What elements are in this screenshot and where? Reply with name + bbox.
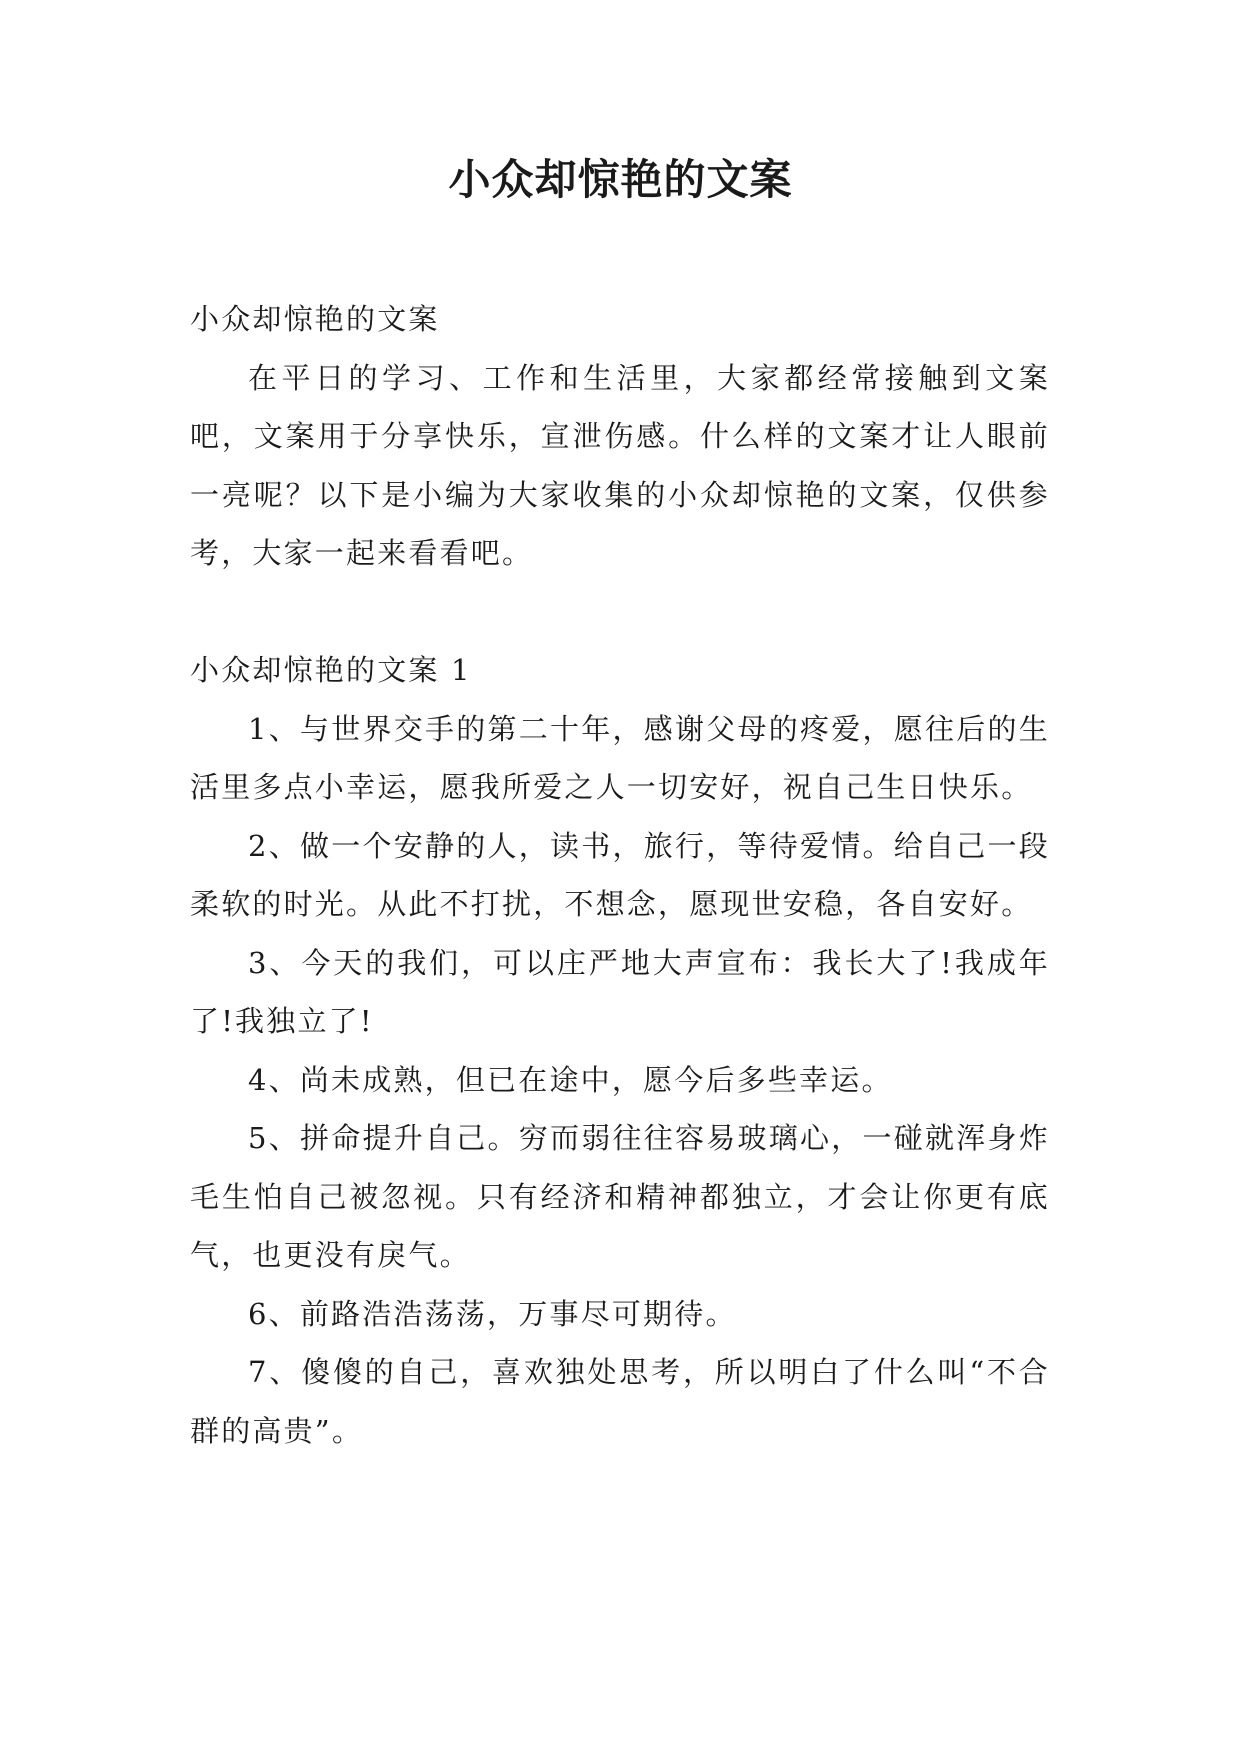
section-spacer bbox=[190, 583, 1050, 642]
section-heading: 小众却惊艳的文案 1 bbox=[190, 653, 472, 687]
intro-heading: 小众却惊艳的文案 bbox=[190, 302, 440, 336]
list-item-2: 2、做一个安静的人，读书，旅行，等待爱情。给自己一段柔软的时光。从此不打扰，不想念，愿现世安稳，各自安好。 bbox=[190, 828, 1050, 921]
document-body bbox=[190, 290, 1050, 1460]
list-item-7: 7、傻傻的自己，喜欢独处思考，所以明白了什么叫“不合群的高贵”。 bbox=[190, 1355, 1050, 1448]
list-item-6: 6、前路浩浩荡荡，万事尽可期待。 bbox=[248, 1296, 737, 1331]
list-item-1: 1、与世界交手的第二十年，感谢父母的疼爱，愿往后的生活里多点小幸运，愿我所爱之人一切安好，祝自己生日快乐。 bbox=[190, 711, 1050, 804]
list-item-3: 3、今天的我们，可以庄严地大声宣布：我长大了!我成年了!我独立了! bbox=[190, 945, 1050, 1038]
list-item-4: 4、尚未成熟，但已在途中，愿今后多些幸运。 bbox=[248, 1062, 893, 1097]
list-item-5: 5、拼命提升自己。穷而弱往往容易玻璃心，一碰就浑身炸毛生怕自己被忽视。只有经济和精神都独立，才会让你更有底气，也更没有戾气。 bbox=[190, 1121, 1050, 1272]
document-title: 小众却惊艳的文案 bbox=[448, 155, 793, 204]
intro-paragraph: 在平日的学习、工作和生活里，大家都经常接触到文案吧，文案用于分享快乐，宣泄伤感。什么样的文案才让人眼前一亮呢？以下是小编为大家收集的小众却惊艳的文案，仅供参考，大家一起来看看吧。 bbox=[190, 360, 1050, 570]
